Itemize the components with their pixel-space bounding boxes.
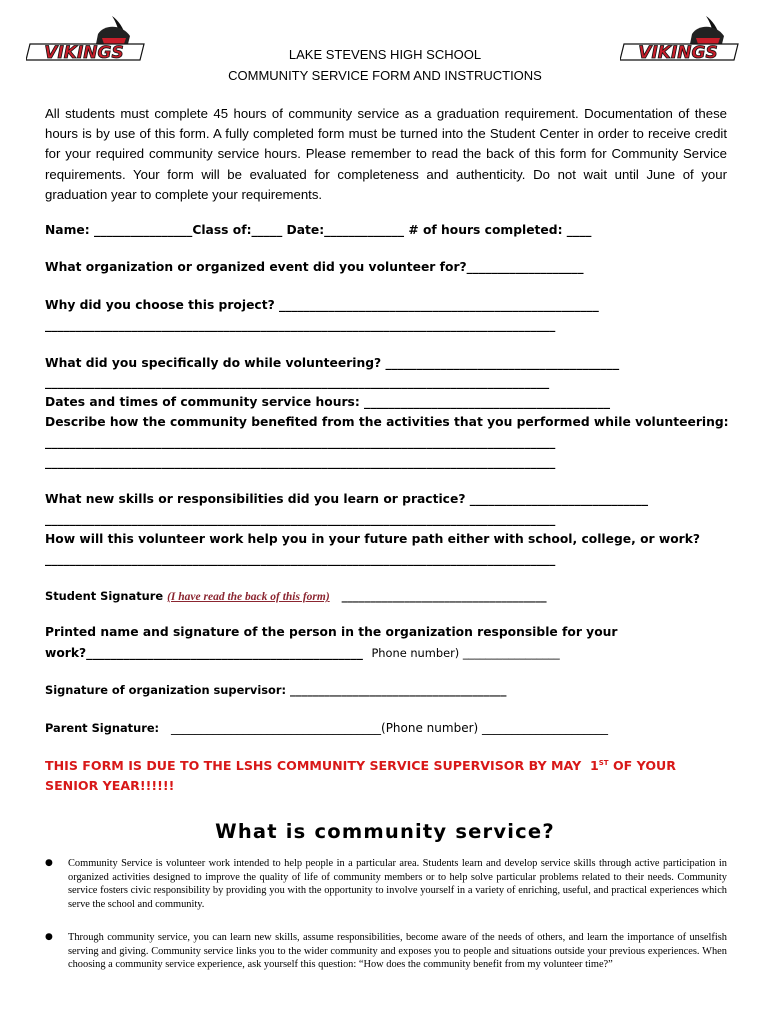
student-signature-note: (I have read the back of this form) bbox=[167, 591, 330, 603]
what-did-answer-blank[interactable]: __________________________________________________________________________________ bbox=[45, 375, 550, 389]
intro-paragraph: All students must complete 45 hours of community service as a graduation requirement. Documentation of these hours is by use of this form. A fully completed form must be turned into the Student Center in order to receive credit for your required community service hours. Please remember to read the back of this form for Community Service requirements. Your form will be evaluated for completeness and authenticity. Do not wait until June of your graduation year to complete your requirements. bbox=[45, 106, 727, 202]
organization-question[interactable]: What organization or organized event did you volunteer for?___________________ bbox=[45, 260, 584, 274]
bullet-text-1: Community Service is volunteer work intended to help people in a particular area. Students learn and develop service skills through active participation in organized activities designed to improve the quality of life of community members or to help solve particular problems related to their needs. Community service fosters civic responsibility by providing you with the opportunity to involve yourself in a variety of enriching, useful, and practical experiences which serve the school and community. bbox=[68, 858, 727, 910]
what-is-heading: What is community service? bbox=[215, 820, 555, 843]
bullet-item-1 bbox=[45, 857, 727, 911]
supervisor-signature-line[interactable]: Signature of organization supervisor: ______________________________________ bbox=[45, 683, 507, 697]
printed-name-question: Printed name and signature of the person in the organization responsible for your bbox=[45, 625, 618, 639]
parent-signature-blank[interactable]: ___________________________________(Phone number) _____________________ bbox=[171, 721, 609, 735]
form-title: COMMUNITY SERVICE FORM AND INSTRUCTIONS bbox=[228, 68, 542, 83]
school-name: LAKE STEVENS HIGH SCHOOL bbox=[288, 47, 482, 62]
due-notice-line-2: SENIOR YEAR!!!!!! bbox=[45, 778, 175, 793]
printed-name-blank[interactable]: work?_____________________________________________ bbox=[45, 646, 363, 660]
describe-answer-blank-1[interactable]: ___________________________________________________________________________________ bbox=[45, 435, 556, 449]
describe-answer-blank-2[interactable]: ___________________________________________________________________________________ bbox=[45, 455, 556, 469]
skills-answer-blank[interactable]: ___________________________________________________________________________________ bbox=[45, 512, 556, 526]
why-question[interactable]: Why did you choose this project? ____________________________________________________ bbox=[45, 298, 599, 312]
due-notice-superscript: ST bbox=[598, 758, 609, 767]
bullet-text-2: Through community service, you can learn new skills, assume responsibilities, become aware of the needs of others, and learn the importance of unselfish serving and giving. Community service links you to the wider community and exposes you to people and situations outside your previous experiences. When choosing a community service experience, ask yourself this question: “How does the community benefit from my volunteer time?” bbox=[68, 932, 727, 971]
student-signature-row bbox=[45, 589, 547, 603]
what-did-question[interactable]: What did you specifically do while volunteering? ______________________________________ bbox=[45, 356, 620, 370]
student-signature-blank[interactable]: ____________________________________ bbox=[341, 589, 547, 603]
future-answer-blank[interactable]: ___________________________________________________________________________________ bbox=[45, 552, 556, 566]
describe-question: Describe how the community benefited from the activities that you performed while volunteering: bbox=[45, 415, 729, 429]
future-question: How will this volunteer work help you in your future path either with school, college, or work? bbox=[45, 532, 701, 546]
why-answer-blank[interactable]: ___________________________________________________________________________________ bbox=[45, 318, 556, 332]
bullet-item-2 bbox=[45, 931, 727, 972]
parent-signature-row bbox=[45, 721, 608, 735]
bullet-icon: ● bbox=[45, 932, 53, 942]
bullet-icon: ● bbox=[45, 858, 53, 868]
printed-name-row bbox=[45, 646, 560, 660]
parent-signature-label: Parent Signature: bbox=[45, 721, 160, 735]
due-notice-text-a: THIS FORM IS DUE TO THE LSHS COMMUNITY SERVICE SUPERVISOR BY MAY 1 bbox=[45, 758, 599, 773]
name-class-date-hours-line[interactable]: Name: ________________Class of:_____ Date:_____________ # of hours completed: ____ bbox=[45, 223, 592, 237]
due-notice-text-b: OF YOUR bbox=[608, 758, 676, 773]
dates-question[interactable]: Dates and times of community service hours: ________________________________________ bbox=[45, 395, 610, 409]
organization-phone-blank[interactable]: Phone number) _________________ bbox=[371, 646, 560, 660]
logo-left-text: VIKINGS bbox=[44, 43, 124, 63]
due-notice-line-1 bbox=[45, 758, 676, 773]
skills-question[interactable]: What new skills or responsibilities did you learn or practice? _____________________________ bbox=[45, 492, 649, 506]
student-signature-label: Student Signature bbox=[45, 589, 164, 603]
logo-right-text: VIKINGS bbox=[638, 43, 718, 63]
document-header bbox=[0, 44, 770, 86]
